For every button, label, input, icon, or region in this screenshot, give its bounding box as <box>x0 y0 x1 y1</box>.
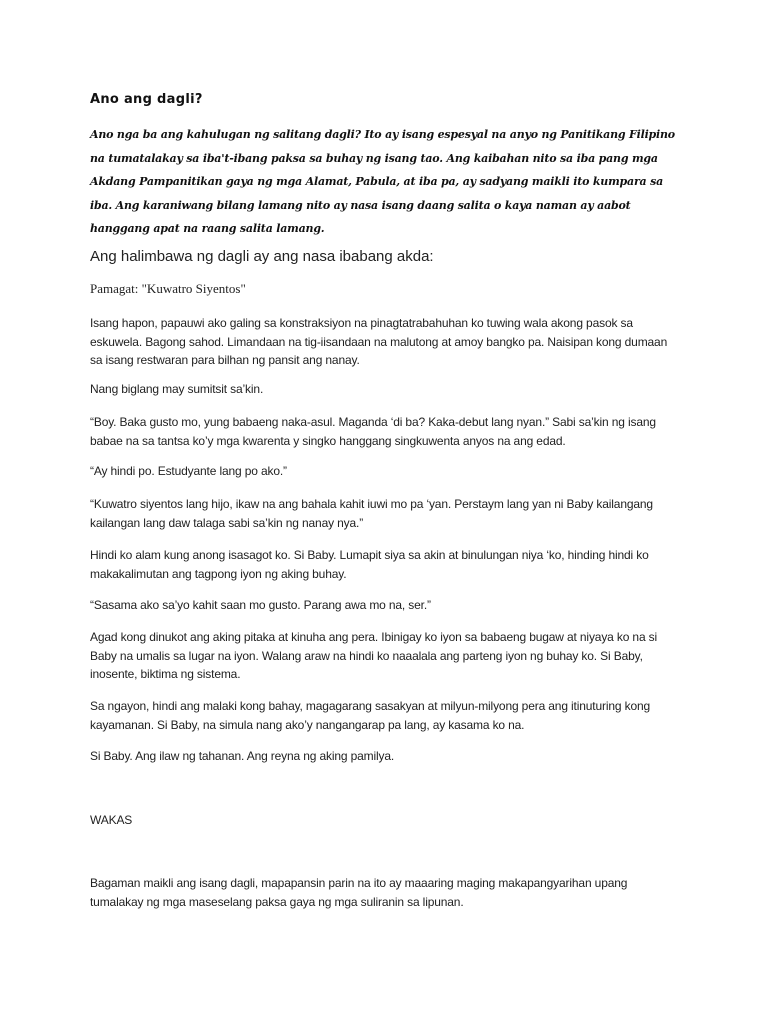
story-paragraph-8: Agad kong dinukot ang aking pitaka at kinuha ang pera. Ibinigay ko iyon sa babaeng bugaw at niyaya ko na si Baby na umalis sa lugar na iyon. Walang araw na hindi ko naaalala ang parteng iyon ng buhay ko. Si Baby, inosente, biktima ng sistema. <box>90 630 658 681</box>
story-paragraph-3: “Boy. Baka gusto mo, yung babaeng naka-asul. Maganda ‘di ba? Kaka-debut lang nyan.” Sabi sa’kin ng isang babae na sa tantsa ko’y mga kwarenta y singko hanggang singkuwenta anyos na ang edad. <box>90 415 656 448</box>
story-paragraph-5: “Kuwatro siyentos lang hijo, ikaw na ang bahala kahit iuwi mo pa ‘yan. Perstaym lang yan ni Baby kailangang kailangan lang daw talaga sabi sa’kin ng nanay nya.” <box>90 497 653 530</box>
story-paragraph-4: “Ay hindi po. Estudyante lang po ako.” <box>90 464 287 478</box>
story-paragraph-10: Si Baby. Ang ilaw ng tahanan. Ang reyna ng aking pamilya. <box>90 749 395 763</box>
story-paragraph-9: Sa ngayon, hindi ang malaki kong bahay, magagarang sasakyan at milyun-milyong pera ang itinuturing kong kayamanan. Si Baby, na simula nang ako’y nangangarap pa lang, ay kasama ko na. <box>90 699 651 732</box>
page-heading: Ano ang dagli? <box>90 92 203 107</box>
story-paragraph-2: Nang biglang may sumitsit sa’kin. <box>90 382 264 396</box>
example-intro-line: Ang halimbawa ng dagli ay ang nasa ibabang akda: <box>90 248 434 265</box>
closing-paragraph: Bagaman maikli ang isang dagli, mapapansin parin na ito ay maaaring maging makapangyarihan upang tumalakay ng mga maseselang paksa gaya ng mga suliranin sa lipunan. <box>90 876 628 909</box>
story-paragraph-7: “Sasama ako sa’yo kahit saan mo gusto. Parang awa mo na, ser.” <box>90 598 431 612</box>
intro-paragraph: Ano nga ba ang kahulugan ng salitang dagli? Ito ay isang espesyal na anyo ng Panitikang Filipino na tumatalakay sa iba't-ibang paksa sa buhay ng isang tao. Ang kaibahan nito sa iba pang mga Akdang Pampanitikan gaya ng mga Alamat, Pabula, at iba pa, ay sadyang maikli ito kumpara sa iba. Ang karaniwang bilang lamang nito ay nasa isang daang salita o kaya naman ay aabot hanggang apat na raang salita lamang. <box>90 128 675 235</box>
story-paragraph-1: Isang hapon, papauwi ako galing sa konstraksiyon na pinagtatrabahuhan ko tuwing wala akong pasok sa eskuwela. Bagong sahod. Limandaan na tig-iisandaan na malutong at amoy bangko pa. Naisipan kong dumaan sa isang restwaran para bilhan ng pansit ang nanay. <box>90 316 668 367</box>
story-paragraph-6: Hindi ko alam kung anong isasagot ko. Si Baby. Lumapit siya sa akin at binulungan niya ‘ko, hinding hindi ko makakalimutan ang tagpong iyon ng aking buhay. <box>90 548 649 581</box>
story-ending-label: WAKAS <box>90 813 133 827</box>
story-title-line: Pamagat: "Kuwatro Siyentos" <box>90 281 246 296</box>
